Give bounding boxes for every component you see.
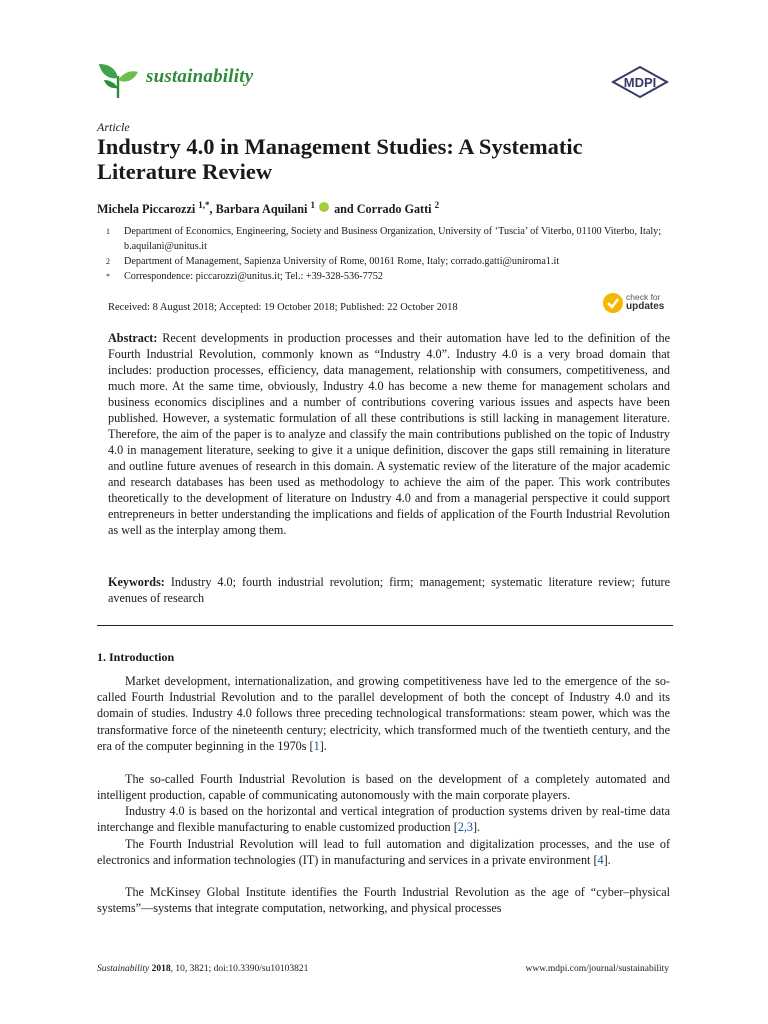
footer-year: 2018: [151, 964, 171, 974]
check-for-updates-badge[interactable]: [602, 292, 672, 316]
footer-citation: [97, 964, 308, 974]
mdpi-logo-text: MDPI: [623, 75, 657, 90]
author-affil-marker: 2: [434, 200, 440, 210]
title-line: Industry 4.0 in Management Studies: A Systematic: [97, 134, 583, 159]
body-paragraph: [97, 771, 670, 803]
abstract-text: Recent developments in production processes and their automation have led to the definition of the Fourth Industrial Revolution, commonly known as “Industry 4.0”. Industry 4.0 is a very broad domain that includes: production processes, efficiency, data management, relationship with consumers, competitiveness, and much more. At the same time, obviously, Industry 4.0 has become a new theme for management scholars and business economics disciplines and a number of contributions covering various issues and aspects have been published. However, a systematic formulation of all these contributions is still lacking in management literature. Therefore, the aim of the paper is to analyze and classify the main contributions published on the topic of Industry 4.0 in management literature, seeking to give it a unique definition, discover the gaps still remaining in literature and outline future avenues of research in this domain. A systematic review of the literature of the major academic and research databases has been used as methodology to achieve the aim of the paper. This work contributes theoretically to the development of literature on Industry 4.0 and from a managerial perspective it could support entrepreneurs in better understanding the implications and fields of application of the Fourth Industrial Revolution as well as the interplay among them.: [108, 331, 670, 537]
affiliation-text: Department of Economics, Engineering, Society and Business Organization, University of ‘Tuscia’ of Viterbo, 01100 Viterbo, Italy; b.aquilani@unitus.it: [124, 226, 662, 252]
footer-journal: Sustainability: [97, 964, 150, 974]
footer-url[interactable]: www.mdpi.com/journal/sustainability: [525, 964, 669, 974]
journal-name: sustainability: [146, 66, 254, 87]
author-separator: ,: [209, 202, 216, 217]
check-updates-line1: check for: [626, 292, 661, 302]
affiliation-1: [97, 224, 687, 254]
affiliation-number: 1: [106, 227, 110, 236]
title-line: Literature Review: [97, 159, 273, 184]
citation-link[interactable]: 1: [313, 738, 320, 753]
author-name: Michela Piccarozzi: [97, 202, 196, 217]
orcid-icon[interactable]: [319, 202, 329, 212]
section-heading: 1. Introduction: [97, 650, 175, 664]
check-updates-text: [626, 293, 664, 311]
check-updates-line2: updates: [626, 301, 665, 312]
correspondence: [97, 269, 687, 284]
keywords-label: Keywords:: [108, 575, 165, 589]
paragraph-text: The Fourth Industrial Revolution will lead to full automation and digitalization processes, and the use of electronics and information technologies (IT) in manufacturing and services in a private environment [: [97, 837, 670, 868]
author-name: Barbara Aquilani: [215, 202, 308, 217]
author-affil-marker: 1,*: [198, 200, 210, 210]
article-title: [97, 134, 687, 184]
publication-dates: Received: 8 August 2018; Accepted: 19 October 2018; Published: 22 October 2018: [108, 302, 458, 313]
citation-link[interactable]: 2,3: [457, 820, 473, 835]
mdpi-logo: [610, 66, 670, 98]
affiliation-text: Correspondence: piccarozzi@unitus.it; Tel.: +39-328-536-7752: [124, 271, 383, 282]
article-type: Article: [97, 120, 130, 134]
body-paragraph: [97, 803, 670, 835]
author-name: and Corrado Gatti: [334, 202, 432, 217]
sprout-leaf-icon: [97, 58, 139, 100]
affiliation-2: [97, 254, 687, 269]
body-paragraph: [97, 884, 670, 916]
affiliation-number: *: [106, 272, 110, 281]
paragraph-text: The McKinsey Global Institute identifies the Fourth Industrial Revolution as the age of “cyber–physical systems”—systems that integrate computation, networking, and physical processes: [97, 885, 670, 916]
author-list: [97, 200, 439, 217]
body-paragraph: [97, 836, 670, 868]
keywords: [108, 574, 670, 606]
paragraph-text: Market development, internationalization, and growing competitiveness have led to the emergence of the so-called Fourth Industrial Revolution and to the parallel development of both the concept of Industry 4.0 and its domain of studies. Industry 4.0 follows three preceding technological transformations: steam power, which was the transformative force of the nineteenth century; electricity, which transformed much of the twentieth century, and the era of the computer beginning in the 1970s [: [97, 674, 670, 753]
citation-link[interactable]: 4: [597, 853, 604, 868]
footer-doi: , 10, 3821; doi:10.3390/su10103821: [170, 964, 309, 974]
paragraph-text: ].: [603, 853, 611, 868]
affiliation-text: Department of Management, Sapienza University of Rome, 00161 Rome, Italy; corrado.gatti@uniroma1.it: [124, 256, 560, 267]
author-affil-marker: 1: [310, 200, 315, 210]
affiliation-number: 2: [106, 257, 110, 266]
paragraph-text: ].: [319, 738, 327, 753]
body-paragraph: [97, 673, 670, 754]
abstract-label: Abstract:: [108, 331, 158, 345]
paragraph-text: ].: [473, 820, 481, 835]
abstract: [108, 330, 670, 538]
check-updates-icon: [602, 292, 624, 314]
paragraph-text: Industry 4.0 is based on the horizontal and vertical integration of production systems driven by real-time data interchange and flexible manufacturing to enable customized production [: [97, 804, 670, 835]
paragraph-text: The so-called Fourth Industrial Revolution is based on the development of a completely automated and intelligent production, capable of communicating autonomously with the main corporate players.: [97, 772, 670, 803]
section-divider: [97, 625, 673, 626]
keywords-text: Industry 4.0; fourth industrial revolution; firm; management; systematic literature review; future avenues of research: [108, 575, 670, 605]
